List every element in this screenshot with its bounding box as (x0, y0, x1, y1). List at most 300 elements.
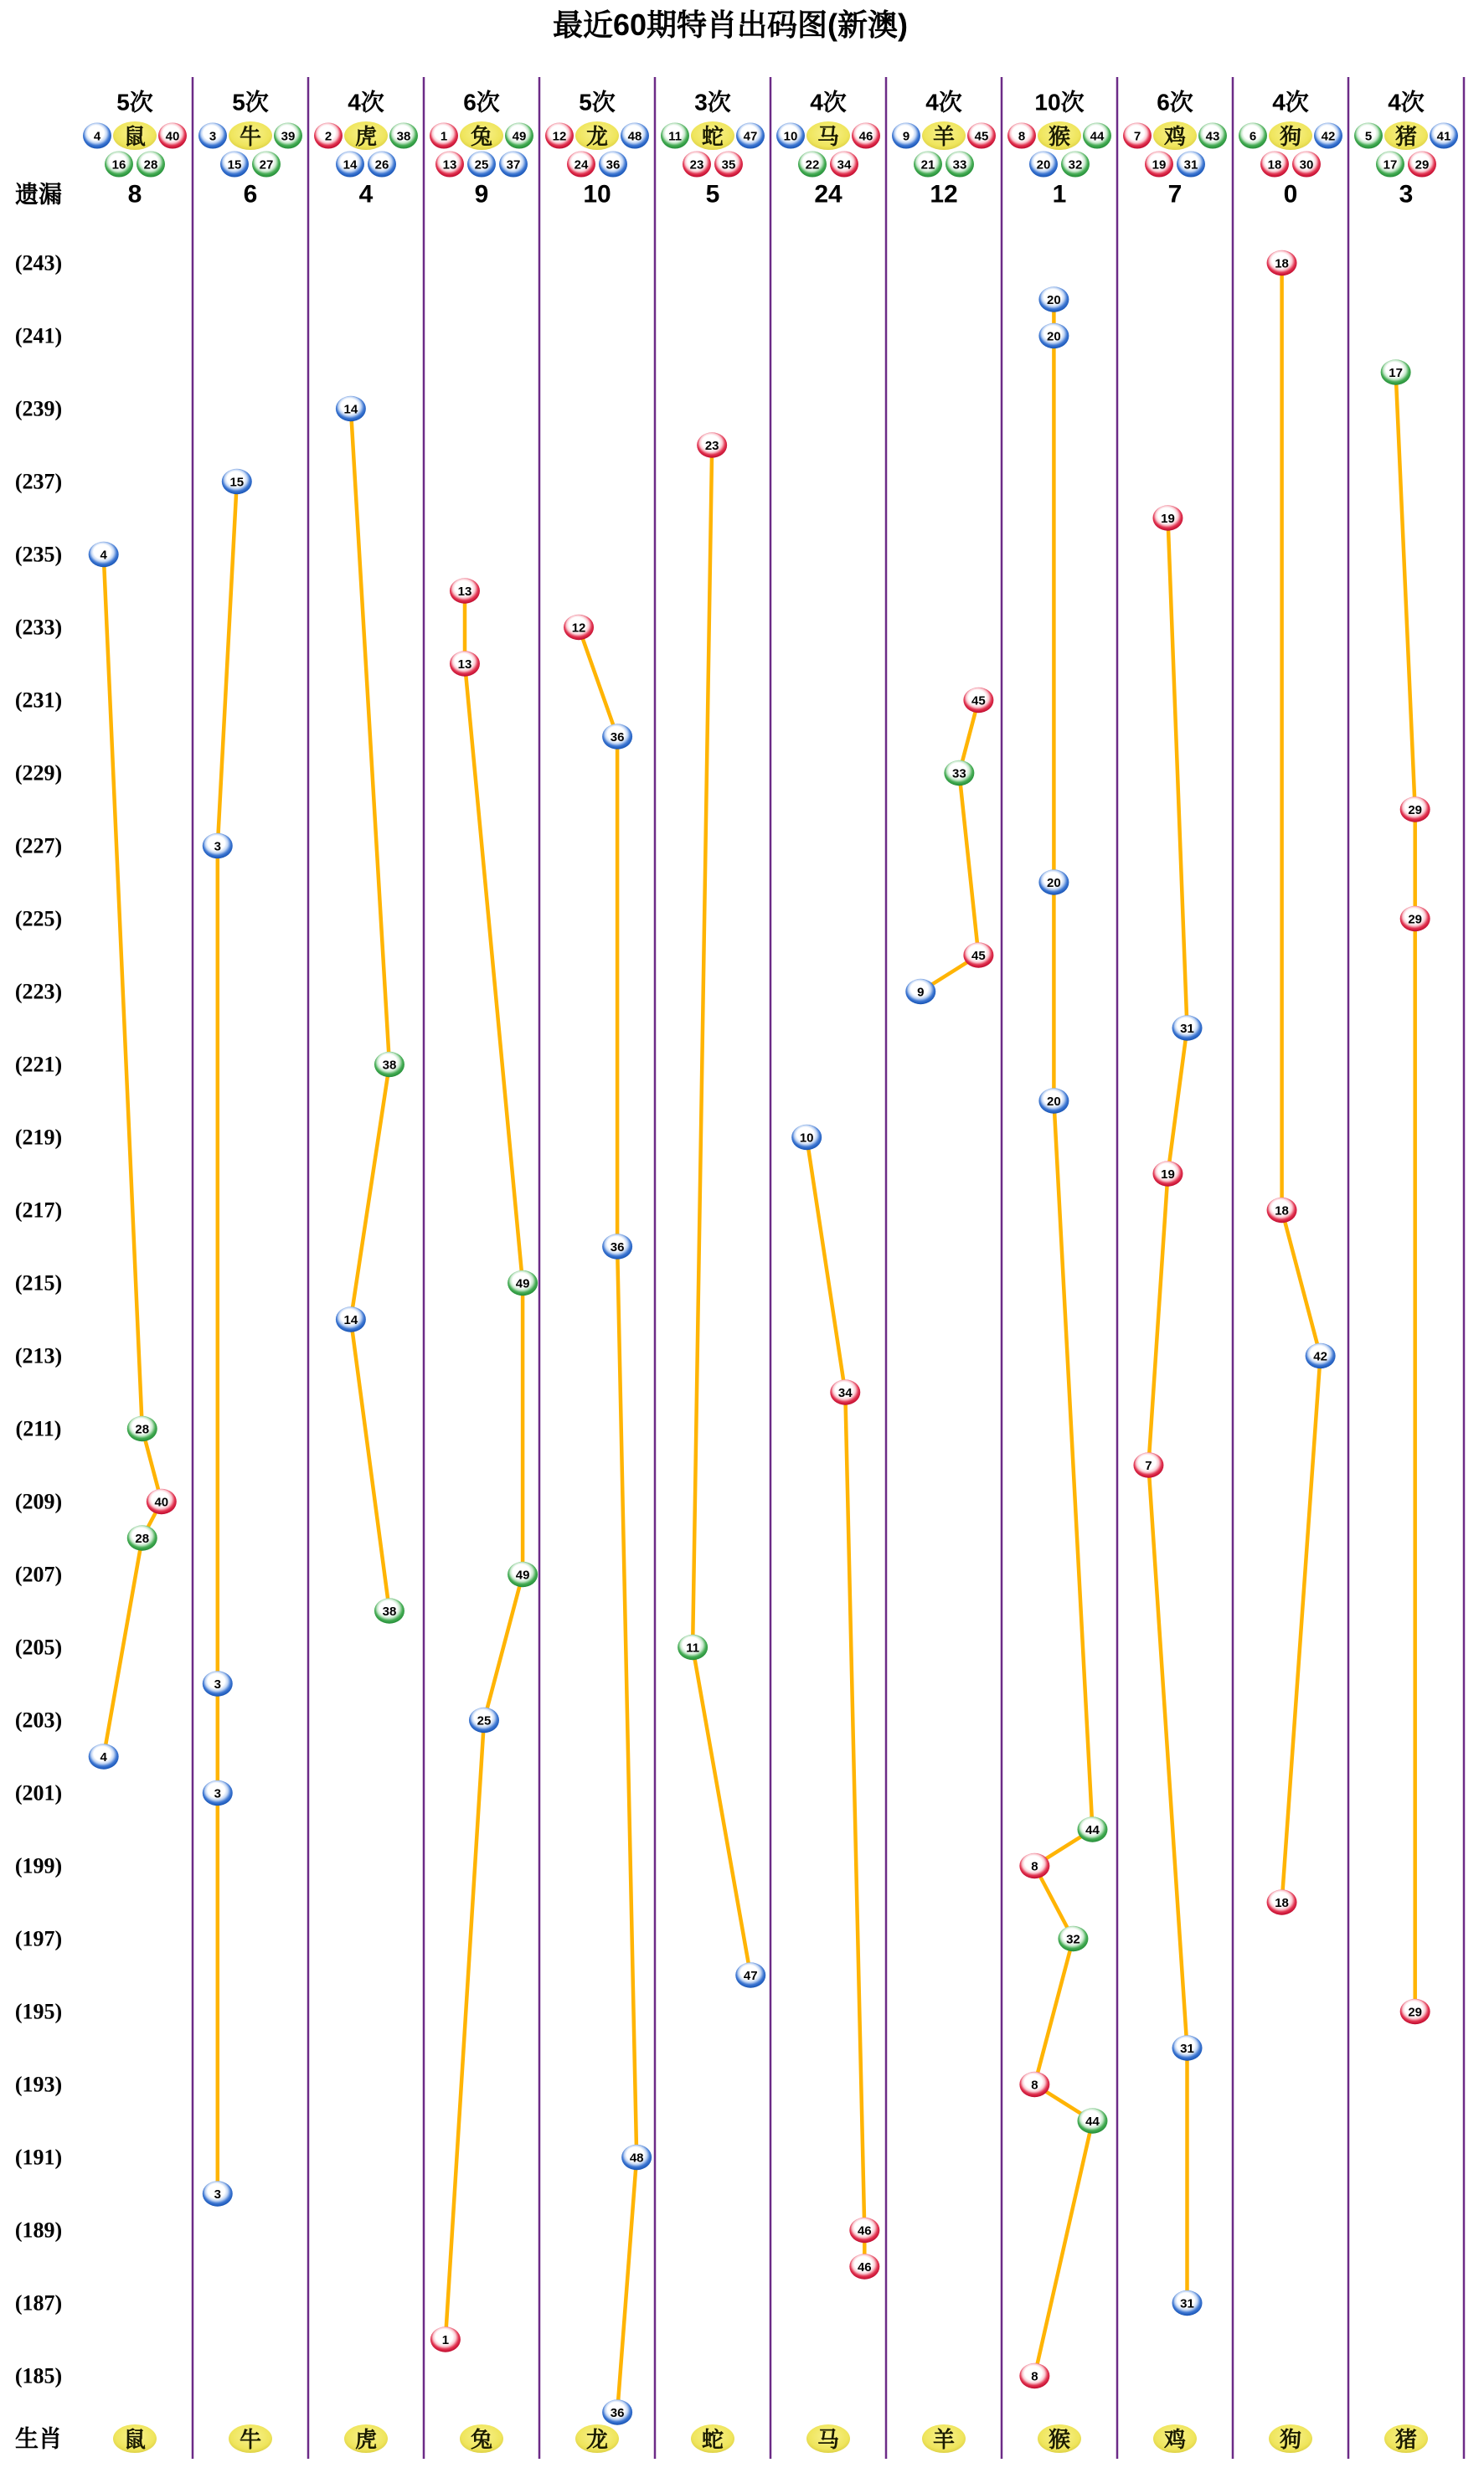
ball-number: 17 (1389, 366, 1403, 380)
ball-horse-10-p219 (791, 1125, 822, 1150)
header-ball-40 (158, 123, 187, 149)
ball-number: 31 (1183, 157, 1198, 173)
ball-horse-46-p189 (849, 2218, 879, 2243)
ball-tiger-38-p221 (374, 1052, 404, 1077)
appearance-count-ox: 5次 (232, 89, 269, 116)
ball-number: 3 (214, 839, 221, 854)
ball-number: 40 (154, 1495, 169, 1510)
ball-number: 12 (571, 621, 586, 636)
ball-number: 37 (506, 157, 521, 173)
badge-text: 狗 (1279, 2427, 1302, 2452)
badge-text: 马 (817, 2427, 840, 2452)
header-ball-44 (1083, 123, 1111, 149)
period-label: (235) (14, 542, 63, 567)
ball-number: 44 (1090, 129, 1105, 144)
ball-rooster-31-p194 (1172, 2035, 1203, 2060)
page-title: 最近60期特肖出码图(新澳) (552, 8, 909, 42)
header-ball-29 (1408, 152, 1436, 178)
miss-count-monkey: 1 (1052, 180, 1067, 209)
badge-text: 鸡 (1163, 2427, 1187, 2452)
ball-number: 49 (515, 1276, 530, 1291)
ball-number: 29 (1408, 912, 1423, 927)
ball-number: 31 (1180, 2042, 1194, 2056)
header-ball-34 (830, 152, 858, 178)
zodiac-bottom-badge-dragon (575, 2424, 619, 2453)
header-ball-7 (1123, 123, 1152, 149)
badge-text: 狗 (1279, 124, 1302, 149)
period-label: (203) (14, 1708, 63, 1733)
zodiac-bottom-badge-tiger (344, 2424, 388, 2453)
period-label: (223) (14, 979, 63, 1004)
ball-monkey-8-p185 (1019, 2363, 1049, 2388)
ball-number: 31 (1180, 1022, 1194, 1036)
ball-number: 1 (441, 2333, 450, 2347)
period-label: (213) (14, 1343, 63, 1368)
ball-number: 13 (442, 157, 457, 173)
ball-number: 20 (1047, 329, 1061, 344)
header-ball-31 (1177, 152, 1205, 178)
ball-rooster-31-p187 (1172, 2290, 1203, 2316)
header-ball-18 (1260, 152, 1289, 178)
snake-trend-line (693, 446, 750, 1976)
ball-number: 28 (143, 157, 158, 173)
ball-number: 32 (1068, 157, 1083, 173)
ball-number: 33 (952, 157, 967, 173)
ball-number: 11 (668, 129, 682, 144)
ball-number: 22 (805, 157, 820, 173)
zodiac-bottom-badge-ox (229, 2424, 272, 2453)
ball-number: 38 (396, 129, 411, 144)
ox-trend-line (218, 482, 237, 2194)
ball-monkey-32-p197 (1058, 1926, 1088, 1951)
badge-text: 猪 (1394, 2427, 1418, 2452)
period-label: (231) (14, 688, 63, 713)
ball-number: 43 (1205, 129, 1220, 144)
period-label: (221) (14, 1052, 63, 1077)
badge-text: 羊 (932, 2427, 956, 2452)
header-ball-33 (946, 152, 974, 178)
zodiac-badge-goat (922, 121, 966, 150)
header-ball-8 (1007, 123, 1036, 149)
appearance-count-tiger: 4次 (348, 89, 384, 116)
ball-number: 36 (610, 2406, 625, 2420)
badge-text: 猴 (1048, 2427, 1071, 2452)
ball-rat-4-p235 (89, 542, 119, 567)
header-ball-10 (776, 123, 805, 149)
ball-number: 36 (605, 157, 621, 173)
ball-number: 30 (1299, 157, 1314, 173)
ball-number: 42 (1321, 129, 1336, 144)
header-ball-35 (714, 152, 743, 178)
ball-tiger-38-p206 (374, 1598, 404, 1623)
zodiac-badge-rooster (1153, 121, 1197, 150)
zodiac-badge-horse (806, 121, 850, 150)
badge-text: 猴 (1048, 124, 1071, 149)
ball-number: 3 (209, 129, 217, 144)
ball-monkey-44-p192 (1077, 2108, 1107, 2133)
ball-number: 18 (1275, 1896, 1289, 1910)
zodiac-badge-dragon (575, 121, 619, 150)
badge-text: 马 (817, 124, 840, 149)
period-label: (193) (14, 2072, 63, 2097)
ball-number: 11 (686, 1641, 700, 1656)
ball-number: 19 (1152, 157, 1167, 173)
ball-number: 29 (1408, 2005, 1423, 2020)
ball-number: 40 (165, 129, 180, 144)
header-ball-13 (435, 152, 464, 178)
header-ball-3 (198, 123, 227, 149)
appearance-count-monkey: 10次 (1034, 89, 1085, 116)
period-label: (185) (14, 2363, 63, 2388)
header-ball-17 (1376, 152, 1404, 178)
horse-trend-line (806, 1137, 864, 2267)
period-label: (207) (14, 1562, 63, 1587)
ball-dragon-36-p184 (602, 2399, 632, 2424)
ball-number: 23 (689, 157, 704, 173)
ball-number: 38 (382, 1058, 397, 1073)
ball-rabbit-49-p215 (508, 1270, 538, 1296)
zodiac-bottom-badge-rabbit (460, 2424, 503, 2453)
zodiac-badge-dog (1269, 121, 1312, 150)
miss-row-label: 遗漏 (14, 181, 63, 208)
ball-number: 15 (227, 157, 242, 173)
badge-text: 兔 (470, 2427, 493, 2452)
period-label: (205) (14, 1635, 63, 1660)
ball-number: 8 (1018, 129, 1026, 144)
ball-monkey-8-p193 (1019, 2072, 1049, 2097)
ball-number: 7 (1133, 129, 1141, 144)
ball-rooster-7-p210 (1133, 1452, 1163, 1477)
ball-number: 28 (135, 1422, 150, 1437)
ball-number: 8 (1031, 2078, 1038, 2093)
ball-number: 5 (1364, 129, 1373, 144)
ball-number: 49 (512, 129, 527, 144)
header-ball-47 (736, 123, 765, 149)
ball-rabbit-13-p234 (450, 578, 480, 603)
ball-dragon-12-p233 (564, 615, 594, 640)
dog-trend-line (1282, 263, 1321, 1903)
header-ball-49 (505, 123, 533, 149)
ball-number: 44 (1085, 1823, 1100, 1837)
ball-number: 7 (1145, 1459, 1152, 1473)
zodiac-bottom-badge-monkey (1038, 2424, 1081, 2453)
ball-number: 3 (214, 1786, 221, 1801)
header-ball-25 (467, 152, 496, 178)
period-label: (201) (14, 1780, 63, 1806)
header-ball-20 (1029, 152, 1058, 178)
period-label: (197) (14, 1926, 63, 1951)
ball-number: 8 (1031, 1859, 1038, 1874)
ball-dog-42-p213 (1306, 1343, 1336, 1368)
ball-number: 25 (477, 1713, 492, 1729)
ball-dragon-48-p191 (621, 2145, 652, 2170)
ball-rooster-31-p222 (1172, 1015, 1203, 1040)
ball-monkey-20-p226 (1038, 869, 1069, 894)
header-ball-46 (852, 123, 880, 149)
ball-number: 24 (574, 157, 589, 173)
badge-text: 虎 (354, 2427, 378, 2452)
period-label: (187) (14, 2290, 63, 2316)
ball-ox-3-p204 (203, 1671, 233, 1696)
ball-number: 20 (1047, 876, 1061, 890)
appearance-count-snake: 3次 (694, 89, 731, 116)
period-label: (229) (14, 760, 63, 786)
zodiac-row-label: 生肖 (14, 2425, 63, 2452)
dragon-trend-line (579, 627, 636, 2413)
ball-number: 31 (1180, 2296, 1194, 2311)
zodiac-bottom-badge-goat (922, 2424, 966, 2453)
ball-rabbit-1-p186 (430, 2326, 461, 2352)
ball-pig-29-p225 (1400, 906, 1430, 931)
ball-number: 27 (259, 157, 274, 173)
zodiac-badge-rabbit (460, 121, 503, 150)
zodiac-bottom-badge-snake (691, 2424, 734, 2453)
header-ball-43 (1198, 123, 1227, 149)
appearance-count-rooster: 6次 (1157, 89, 1193, 116)
ball-number: 38 (382, 1605, 397, 1619)
period-label: (191) (14, 2145, 63, 2170)
period-label: (211) (15, 1416, 62, 1441)
period-label: (243) (14, 250, 63, 276)
header-ball-39 (274, 123, 302, 149)
appearance-count-horse: 4次 (810, 89, 847, 116)
ball-number: 20 (1036, 157, 1051, 173)
ball-number: 17 (1383, 157, 1398, 173)
header-ball-32 (1061, 152, 1090, 178)
ball-dog-18-p198 (1267, 1889, 1297, 1914)
period-label: (225) (14, 906, 63, 931)
ball-number: 34 (837, 1386, 853, 1400)
rabbit-trend-line (446, 591, 523, 2340)
ball-dog-18-p243 (1267, 250, 1297, 276)
ball-number: 25 (474, 157, 489, 173)
ball-number: 9 (902, 129, 910, 144)
zodiac-bottom-badge-rooster (1153, 2424, 1197, 2453)
ball-number: 46 (858, 129, 873, 144)
ball-number: 35 (721, 157, 736, 173)
monkey-trend-line (1034, 300, 1092, 2377)
rooster-trend-line (1148, 518, 1187, 2304)
ball-tiger-14-p239 (336, 396, 366, 421)
ball-ox-3-p190 (203, 2181, 233, 2206)
ball-rabbit-49-p207 (508, 1562, 538, 1587)
ball-number: 20 (1047, 1095, 1061, 1109)
ball-number: 4 (100, 548, 107, 563)
ball-number: 23 (704, 439, 719, 453)
ball-number: 1 (440, 129, 448, 144)
ball-dragon-36-p230 (602, 724, 632, 749)
ball-ox-3-p201 (203, 1780, 233, 1806)
miss-count-dog: 0 (1283, 180, 1298, 209)
header-ball-9 (892, 123, 920, 149)
miss-count-goat: 12 (930, 180, 958, 209)
badge-text: 龙 (585, 2427, 609, 2452)
appearance-count-rat: 5次 (116, 89, 153, 116)
miss-count-rooster: 7 (1167, 180, 1183, 209)
ball-number: 14 (343, 1313, 358, 1327)
ball-monkey-20-p241 (1038, 323, 1069, 348)
ball-snake-47-p196 (735, 1962, 765, 1987)
header-ball-21 (914, 152, 942, 178)
ball-rat-4-p202 (89, 1744, 119, 1769)
appearance-count-pig: 4次 (1388, 89, 1425, 116)
ball-number: 14 (343, 157, 358, 173)
badge-text: 虎 (354, 124, 378, 149)
ball-number: 6 (1249, 129, 1257, 144)
ball-number: 16 (111, 157, 126, 173)
zodiac-bottom-badge-dog (1269, 2424, 1312, 2453)
period-label: (217) (14, 1198, 63, 1223)
miss-count-snake: 5 (705, 180, 720, 209)
ball-rat-28-p211 (127, 1416, 157, 1441)
ball-dog-18-p217 (1267, 1198, 1297, 1223)
header-ball-4 (83, 123, 111, 149)
header-ball-16 (105, 152, 133, 178)
ball-number: 36 (610, 1240, 625, 1255)
header-ball-24 (567, 152, 595, 178)
header-ball-5 (1354, 123, 1383, 149)
ball-dragon-36-p216 (602, 1234, 632, 1259)
ball-monkey-44-p200 (1077, 1816, 1107, 1842)
badge-text: 龙 (585, 124, 609, 149)
ball-number: 3 (214, 2187, 221, 2202)
ball-snake-23-p238 (697, 432, 727, 457)
header-ball-1 (430, 123, 458, 149)
period-label: (239) (14, 396, 63, 421)
rat-trend-line (104, 554, 162, 1757)
ball-goat-33-p229 (944, 760, 974, 786)
miss-count-tiger: 4 (358, 180, 374, 209)
ball-goat-45-p224 (963, 942, 993, 967)
ball-number: 10 (783, 129, 798, 144)
ball-number: 18 (1275, 256, 1289, 271)
zodiac-bottom-badge-rat (113, 2424, 157, 2453)
badge-text: 兔 (470, 124, 493, 149)
header-ball-28 (137, 152, 165, 178)
header-ball-19 (1145, 152, 1173, 178)
ball-monkey-20-p220 (1038, 1088, 1069, 1113)
header-ball-26 (368, 152, 396, 178)
zodiac-badge-rat (113, 121, 157, 150)
ball-number: 26 (374, 157, 389, 173)
ball-number: 47 (743, 129, 758, 144)
header-ball-30 (1292, 152, 1321, 178)
period-label: (215) (14, 1270, 63, 1296)
ball-monkey-8-p199 (1019, 1853, 1049, 1878)
ball-number: 9 (917, 985, 925, 1000)
ball-number: 32 (1066, 1932, 1080, 1947)
ball-number: 48 (627, 129, 642, 144)
ball-horse-34-p212 (830, 1379, 860, 1404)
ball-number: 4 (100, 1750, 107, 1765)
ball-number: 18 (1267, 157, 1282, 173)
pig-trend-line (1396, 373, 1415, 2012)
zodiac-bottom-badge-horse (806, 2424, 850, 2453)
header-ball-2 (314, 123, 343, 149)
ball-rabbit-25-p203 (469, 1708, 499, 1733)
badge-text: 牛 (239, 2427, 262, 2452)
header-ball-45 (967, 123, 996, 149)
ball-number: 39 (281, 129, 296, 144)
ball-pig-29-p195 (1400, 1999, 1430, 2024)
ball-number: 8 (1031, 2369, 1038, 2384)
ball-rabbit-13-p232 (450, 651, 480, 676)
ball-ox-3-p227 (203, 833, 233, 858)
header-ball-42 (1314, 123, 1342, 149)
header-ball-48 (621, 123, 649, 149)
ball-number: 29 (1408, 803, 1423, 817)
header-ball-36 (599, 152, 627, 178)
ball-pig-29-p228 (1400, 796, 1430, 822)
ball-rooster-19-p218 (1152, 1161, 1183, 1186)
ball-number: 29 (1414, 157, 1430, 173)
ball-number: 4 (93, 129, 101, 144)
header-ball-38 (389, 123, 418, 149)
ball-number: 48 (629, 2151, 644, 2166)
miss-count-pig: 3 (1399, 180, 1414, 209)
zodiac-bottom-badge-pig (1384, 2424, 1428, 2453)
ball-goat-9-p223 (905, 979, 935, 1004)
ball-number: 46 (857, 2260, 872, 2275)
ball-number: 13 (457, 585, 472, 599)
ball-number: 49 (515, 1568, 530, 1583)
ball-number: 18 (1275, 1203, 1289, 1218)
badge-text: 牛 (239, 124, 262, 149)
ball-number: 42 (1313, 1349, 1327, 1364)
ball-number: 45 (974, 129, 989, 144)
ball-horse-46-p188 (849, 2254, 879, 2279)
ball-tiger-14-p214 (336, 1306, 366, 1332)
ball-number: 44 (1085, 2115, 1100, 2129)
ball-rooster-19-p236 (1152, 505, 1183, 530)
ball-number: 45 (971, 949, 986, 963)
header-ball-11 (661, 123, 689, 149)
ball-number: 47 (743, 1969, 758, 1983)
zodiac-badge-ox (229, 121, 272, 150)
period-label: (241) (14, 323, 63, 348)
ball-number: 15 (229, 475, 245, 490)
ball-number: 12 (552, 129, 567, 144)
period-label: (199) (14, 1853, 63, 1878)
header-ball-15 (220, 152, 249, 178)
ball-number: 10 (799, 1131, 814, 1146)
ball-number: 19 (1161, 1167, 1175, 1182)
badge-text: 蛇 (701, 124, 724, 149)
ball-number: 36 (610, 730, 625, 744)
period-label: (219) (14, 1125, 63, 1150)
tiger-trend-line (351, 409, 389, 1611)
ball-rat-28-p208 (127, 1525, 157, 1550)
ball-number: 28 (135, 1532, 150, 1546)
ball-monkey-20-p242 (1038, 286, 1069, 312)
ball-number: 13 (457, 657, 472, 672)
header-ball-12 (545, 123, 574, 149)
ball-number: 33 (952, 766, 966, 781)
period-label: (195) (14, 1999, 63, 2024)
ball-ox-15-p237 (222, 469, 252, 494)
miss-count-dragon: 10 (583, 180, 611, 209)
badge-text: 鼠 (123, 124, 147, 149)
badge-text: 蛇 (701, 2427, 724, 2452)
ball-number: 34 (837, 157, 852, 173)
ball-number: 45 (971, 693, 986, 708)
header-ball-6 (1239, 123, 1267, 149)
period-label: (237) (14, 469, 63, 494)
miss-count-rabbit: 9 (474, 180, 489, 209)
header-ball-23 (683, 152, 711, 178)
ball-goat-45-p231 (963, 688, 993, 713)
appearance-count-rabbit: 6次 (463, 89, 500, 116)
